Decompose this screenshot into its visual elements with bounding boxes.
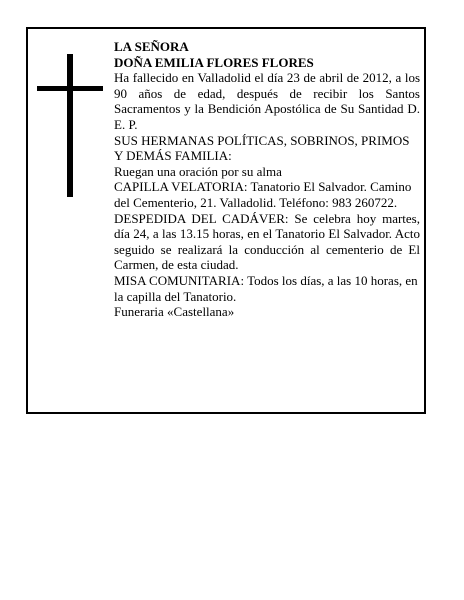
wake-chapel-info: CAPILLA VELATORIA: Tanatorio El Salvador. Camino del Cementerio, 21. Valladolid. Teléfono: 983 260722. <box>114 179 412 210</box>
farewell-info: DESPEDIDA DEL CADÁVER: Se celebra hoy martes, día 24, a las 13.15 horas, en el Tanatorio El Salvador. Acto seguido se realizará la conducción al cementerio de El Carmen, de esta ciudad. <box>114 210 420 273</box>
funeral-home: Funeraria «Castellana» <box>114 304 235 320</box>
obituary-notice <box>26 27 426 414</box>
cross-horizontal-bar <box>37 86 103 91</box>
family-line: SUS HERMANAS POLÍTICAS, SOBRINOS, PRIMOS Y DEMÁS FAMILIA: <box>114 132 410 164</box>
community-mass-info: MISA COMUNITARIA: Todos los días, a las 10 horas, en la capilla del Tanatorio. <box>114 272 418 304</box>
death-announcement: Ha fallecido en Valladolid el día 23 de abril de 2012, a los 90 años de edad, después de recibir los Santos Sacramentos y la Bendición Apostólica de Su Santidad D. E. P. <box>114 70 420 132</box>
notice-title: LA SEÑORA <box>114 39 189 54</box>
deceased-name: DOÑA EMILIA FLORES FLORES <box>114 54 314 70</box>
prayer-request: Ruegan una oración por su alma <box>114 163 282 179</box>
obituary-text <box>114 39 420 320</box>
cross-vertical-bar <box>67 54 73 197</box>
